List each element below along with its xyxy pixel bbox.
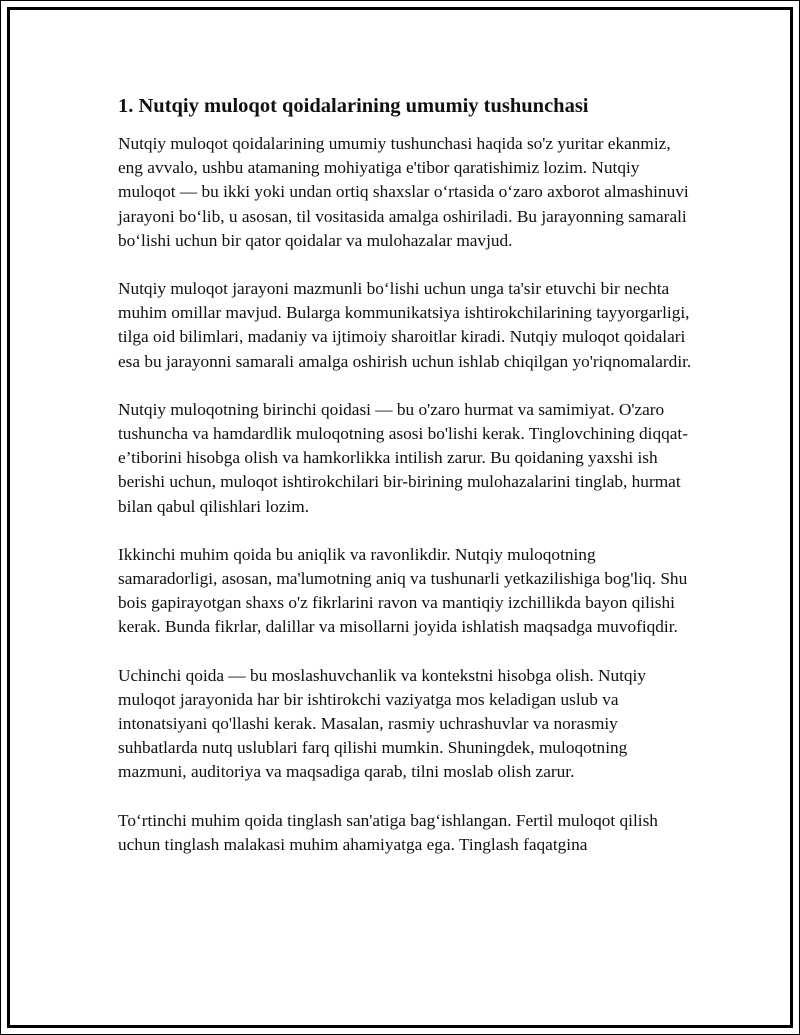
paragraph-6: To‘rtinchi muhim qoida tinglash san'atiga bag‘ishlangan. Fertil muloqot qilish uchun tinglash malakasi muhim ahamiyatga ega. Tinglash faqatgina bbox=[118, 810, 658, 854]
paragraph-4: Ikkinchi muhim qoida bu aniqlik va ravonlikdir. Nutqiy muloqotning samaradorligi, asosan, ma'lumotning aniq va tushunarli yetkazilishiga bog'liq. Shu bois gapirayotgan shaxs o'z fikrlarini ravon va mantiqiy izchillikda bayon qilishi kerak. Bunda fikrlar, dalillar va misollarni joyida ishlatish maqsadga muvofiqdir. bbox=[118, 544, 688, 637]
document-body bbox=[118, 92, 693, 881]
paragraph-5: Uchinchi qoida — bu moslashuvchanlik va kontekstni hisobga olish. Nutqiy muloqot jarayonida har bir ishtirokchi vaziyatga mos keladigan uslub va intonatsiyani qo'llashi kerak. Masalan, rasmiy uchrashuvlar va norasmiy suhbatlarda nutq uslublari farq qilishi mumkin. Shuningdek, muloqotning mazmuni, auditoriya va maqsadiga qarab, tilni moslab olish zarur. bbox=[118, 665, 646, 782]
section-heading: 1. Nutqiy muloqot qoidalarining umumiy tushunchasi bbox=[118, 95, 589, 117]
paragraph-2: Nutqiy muloqot jarayoni mazmunli bo‘lishi uchun unga ta'sir etuvchi bir nechta muhim omillar mavjud. Bularga kommunikatsiya ishtirokchilarining tayyorgarligi, tilga oid bilimlari, madaniy va ijtimoiy sharoitlar kiradi. Nutqiy muloqot qoidalari esa bu jarayonni samarali amalga oshirish uchun ishlab chiqilgan yo'riqnomalardir. bbox=[118, 279, 692, 371]
paragraph-3: Nutqiy muloqotning birinchi qoidasi — bu o'zaro hurmat va samimiyat. O'zaro tushuncha va hamdardlik muloqotning asosi bo'lishi kerak. Tinglovchining diqqat-e’tiborini hisobga olish va hamkorlikka intilish zarur. Bu qoidaning yaxshi ish berishi uchun, muloqot ishtirokchilari bir-birining mulohazalarini tinglab, hurmat bilan qabul qilishlari lozim. bbox=[118, 399, 688, 516]
paragraph-1: Nutqiy muloqot qoidalarining umumiy tushunchasi haqida so'z yuritar ekanmiz, eng avvalo, ushbu atamaning mohiyatiga e'tibor qaratishimiz lozim. Nutqiy muloqot — bu ikki yoki undan ortiq shaxslar o‘rtasida o‘zaro axborot almashinuvi jarayoni bo‘lib, u asosan, til vositasida amalga oshiriladi. Bu jarayonning samarali bo‘lishi uchun bir qator qoidalar va mulohazalar mavjud. bbox=[118, 134, 689, 250]
